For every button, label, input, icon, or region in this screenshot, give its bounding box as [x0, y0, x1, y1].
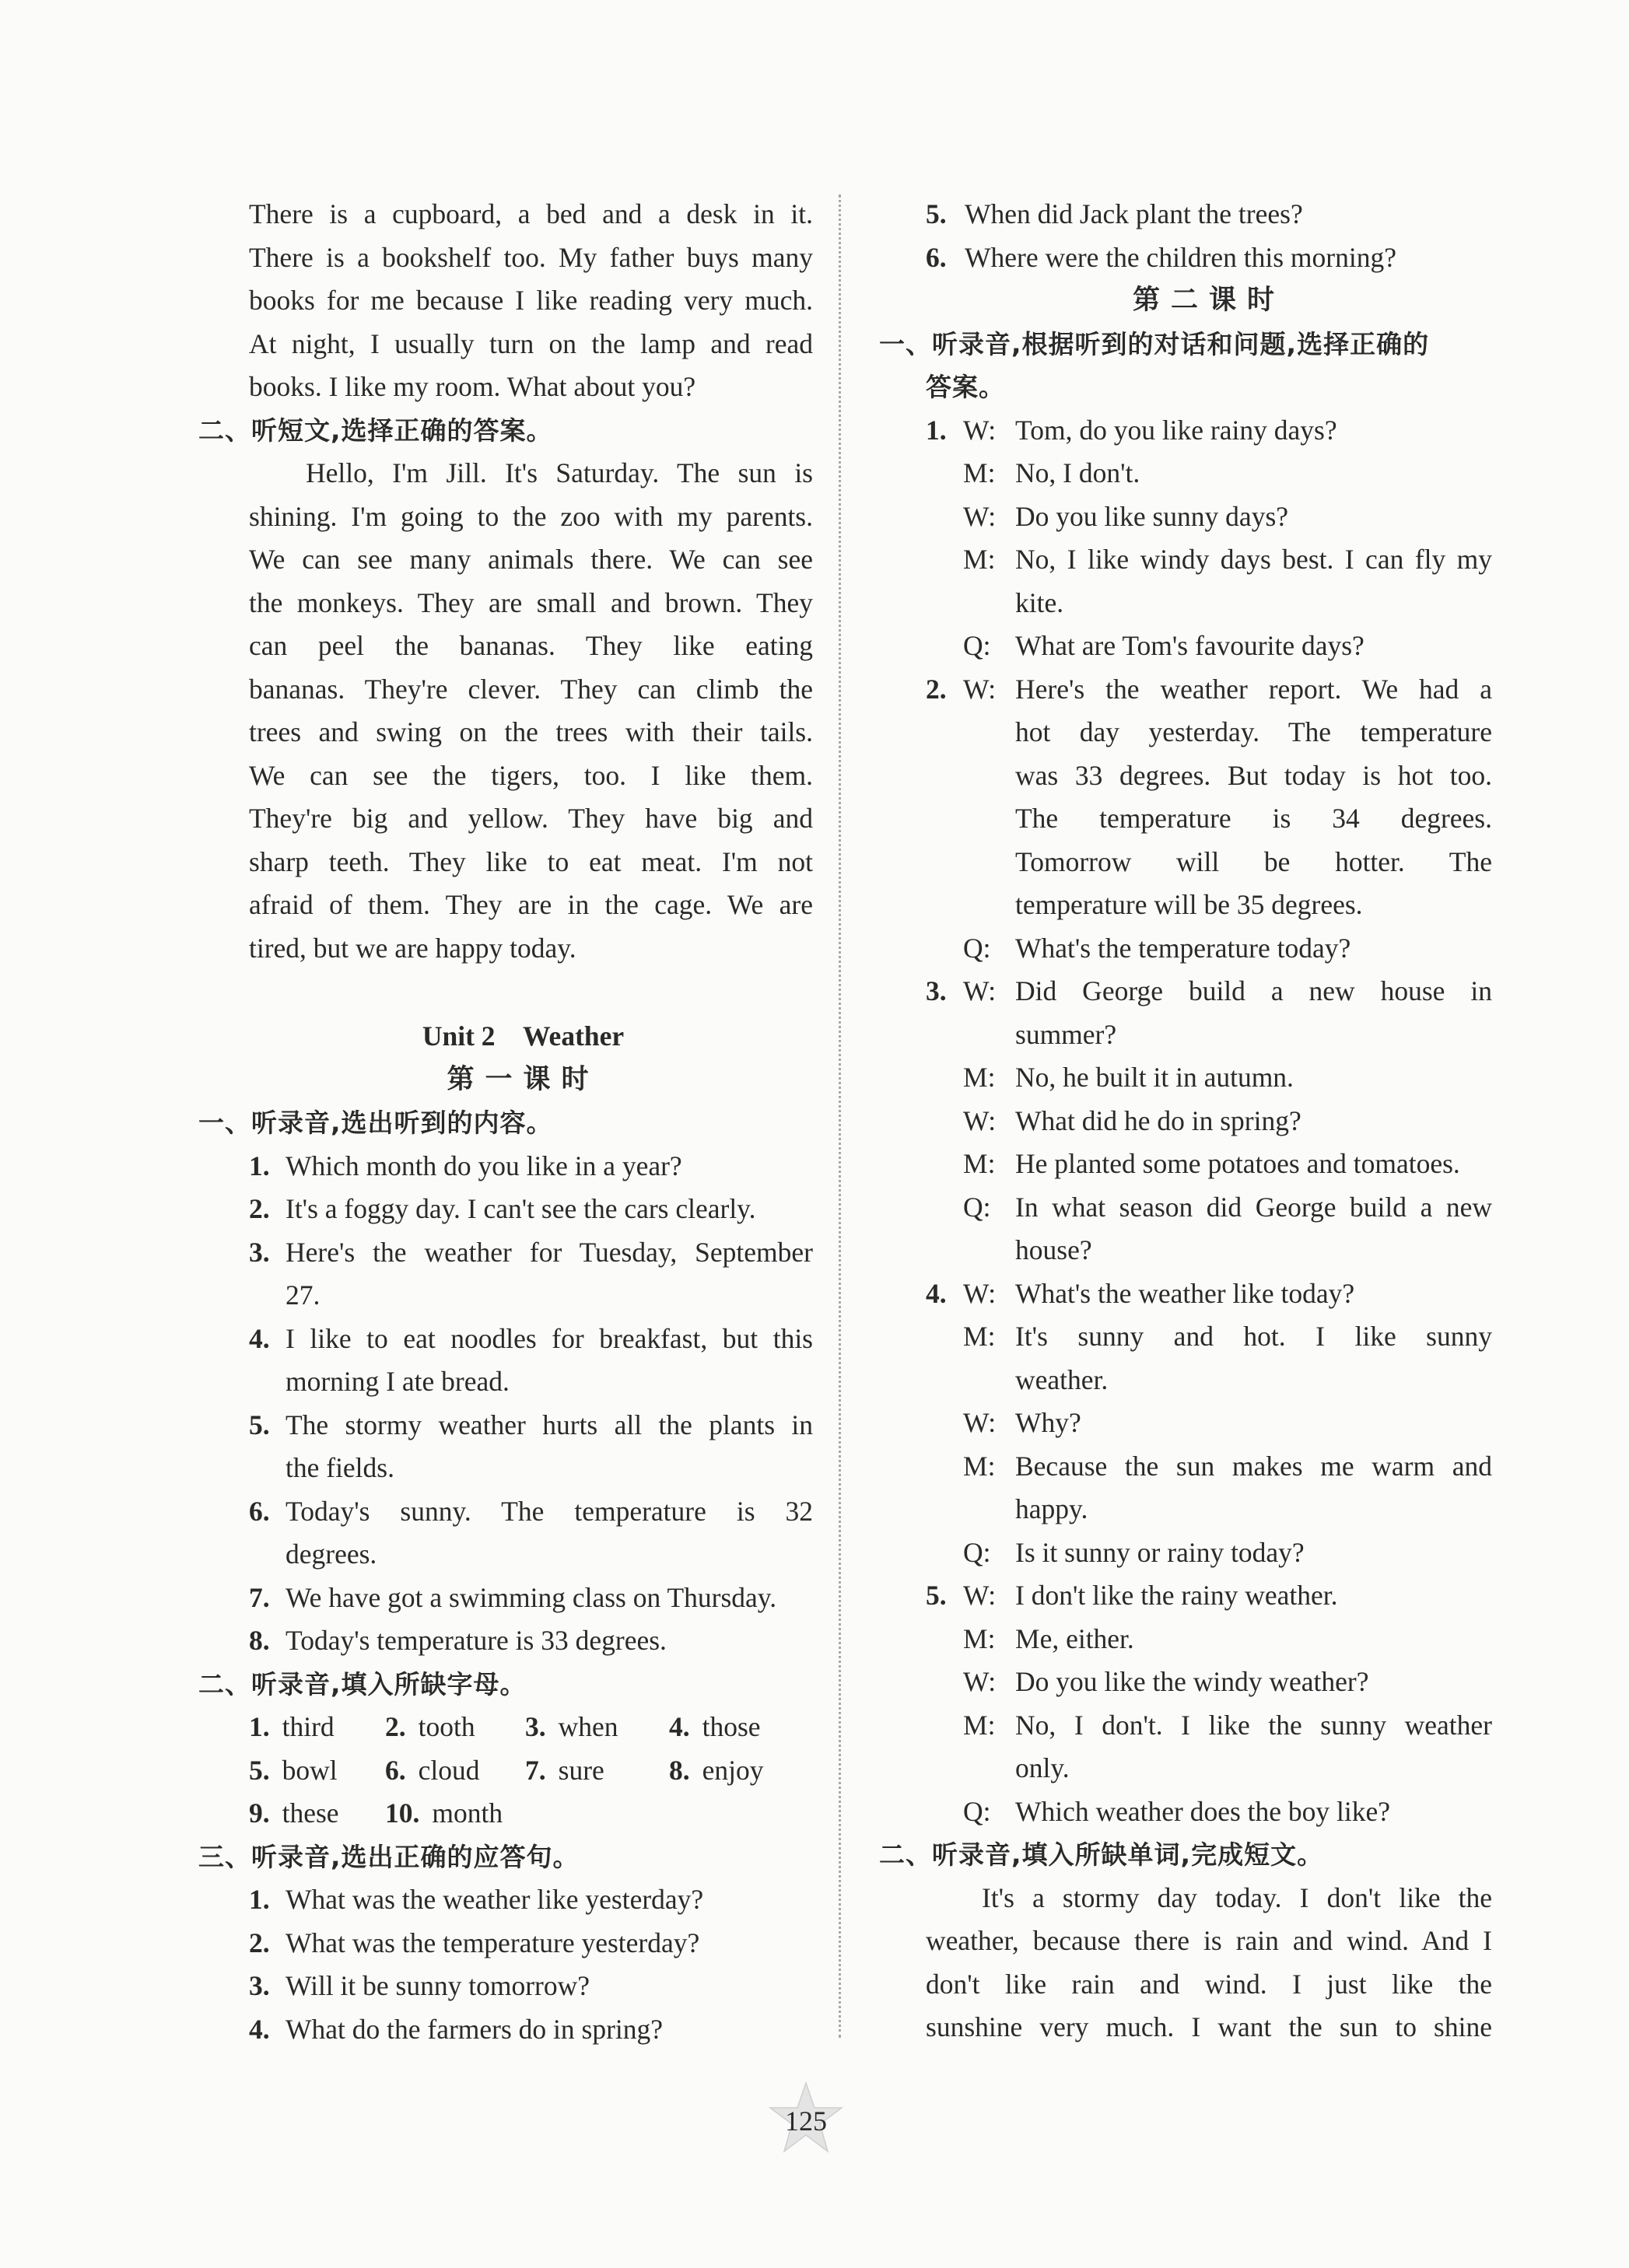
list-item [198, 1318, 813, 1360]
dialogue-line [926, 1186, 1492, 1229]
speaker-label: M: [963, 1062, 996, 1093]
list-item [198, 1922, 813, 1965]
speaker-label: M: [963, 1321, 996, 1352]
dialogue-line [926, 1100, 1492, 1143]
item-number: 1. [926, 414, 947, 446]
dialogue-line [926, 884, 1492, 926]
paragraph-line: can peel the bananas. They like eating [249, 630, 813, 661]
list-item [198, 1533, 813, 1576]
page-number-badge [767, 2080, 845, 2158]
paragraph-line: We can see many animals there. We can see [249, 544, 813, 575]
word-item [525, 1749, 604, 1792]
dialogue-text: Do you like sunny days? [1015, 500, 1289, 532]
dialogue-text: Do you like the windy weather? [1015, 1666, 1369, 1697]
dialogue-text: hot day yesterday. The temperature [1015, 716, 1492, 747]
unit-title: Unit 2 Weather [422, 1020, 625, 1052]
word-row [198, 1706, 761, 1748]
item-number: 5. [249, 1754, 270, 1786]
paragraph-line: trees and swing on the trees with their tails. [249, 716, 813, 747]
word-text: sure [558, 1754, 604, 1786]
word-item [385, 1792, 503, 1835]
paragraph-line: weather, because there is rain and wind. And I [926, 1925, 1492, 1956]
section-heading: 二、听录音,填入所缺字母。 [198, 1668, 527, 1699]
item-text: Where were the children this morning? [965, 241, 1396, 273]
speaker-label: W: [963, 673, 997, 705]
list-item [198, 1360, 813, 1403]
dialogue-line [926, 495, 1492, 538]
dialogue-text: He planted some potatoes and tomatoes. [1015, 1148, 1460, 1179]
dialogue-text: happy. [1015, 1493, 1088, 1524]
speaker-label: W: [963, 1104, 997, 1136]
item-number: 3. [525, 1711, 546, 1742]
section-heading: 一、听录音,选出听到的内容。 [198, 1108, 553, 1138]
dialogue-line [926, 1056, 1492, 1099]
item-number: 2. [385, 1711, 406, 1742]
item-text: When did Jack plant the trees? [965, 198, 1303, 229]
list-item [198, 2008, 813, 2051]
item-text: We have got a swimming class on Thursday. [286, 1581, 777, 1613]
dialogue-line [926, 1618, 1492, 1661]
speaker-label: M: [963, 1450, 996, 1482]
item-number: 5. [249, 1409, 270, 1440]
section-heading: 二、听录音,填入所缺单词,完成短文。 [879, 1839, 1324, 1870]
dialogue-text: Because the sun makes me warm and [1015, 1450, 1492, 1482]
word-text: tooth [418, 1711, 475, 1742]
list-item [926, 193, 1492, 236]
item-text: Which month do you like in a year? [286, 1150, 682, 1181]
dialogue-text: weather. [1015, 1363, 1109, 1395]
dialogue-line [926, 1272, 1492, 1315]
speaker-label: Q: [963, 630, 991, 661]
paragraph-line: It's a stormy day today. I don't like the [982, 1881, 1492, 1913]
item-text: It's a foggy day. I can't see the cars clearly. [286, 1193, 756, 1224]
word-text: third [282, 1711, 335, 1742]
word-text: those [702, 1711, 761, 1742]
item-number: 6. [926, 241, 947, 273]
speaker-label: W: [963, 1666, 997, 1697]
item-text: What was the temperature yesterday? [286, 1927, 700, 1958]
list-item [926, 236, 1492, 279]
dialogue-text: I don't like the rainy weather. [1015, 1580, 1338, 1611]
dialogue-line [926, 1013, 1492, 1056]
list-item [198, 1145, 813, 1188]
paragraph-line: don't like rain and wind. I just like the [926, 1968, 1492, 2000]
dialogue-line [926, 1661, 1492, 1703]
item-text: the fields. [286, 1452, 394, 1483]
dialogue-line [926, 1531, 1492, 1574]
dialogue-line [926, 1445, 1492, 1488]
item-number: 10. [385, 1797, 420, 1829]
item-number: 7. [249, 1581, 270, 1613]
dialogue-text: was 33 degrees. But today is hot too. [1015, 759, 1492, 791]
item-number: 5. [926, 1580, 947, 1611]
paragraph-line: books. I like my room. What about you? [249, 371, 696, 402]
paragraph-line: bananas. They're clever. They can climb the [249, 673, 813, 705]
dialogue-text: No, I like windy days best. I can fly my [1015, 544, 1492, 575]
speaker-label: Q: [963, 1795, 991, 1827]
speaker-label: Q: [963, 1536, 991, 1568]
word-text: when [558, 1711, 618, 1742]
dialogue-text: Here's the weather report. We had a [1015, 673, 1492, 705]
word-item [525, 1706, 618, 1748]
item-text: The stormy weather hurts all the plants in [286, 1409, 813, 1440]
word-text: bowl [282, 1754, 338, 1786]
item-number: 1. [249, 1884, 270, 1915]
dialogue-text: Me, either. [1015, 1622, 1134, 1654]
dialogue-line [926, 538, 1492, 581]
dialogue-text: It's sunny and hot. I like sunny [1015, 1321, 1492, 1352]
list-item [198, 1447, 813, 1489]
list-item [198, 1878, 813, 1921]
list-item [198, 1490, 813, 1533]
list-item [198, 1404, 813, 1447]
paragraph-line: sunshine very much. I want the sun to shine [926, 2011, 1492, 2042]
paragraph-line: There is a cupboard, a bed and a desk in it. [249, 198, 813, 229]
item-number: 4. [249, 2013, 270, 2045]
paragraph-line: shining. I'm going to the zoo with my parents. [249, 500, 813, 532]
speaker-label: W: [963, 500, 997, 532]
item-number: 2. [249, 1927, 270, 1958]
dialogue-line [926, 754, 1492, 797]
dialogue-text: summer? [1015, 1018, 1117, 1050]
dialogue-line [926, 452, 1492, 495]
dialogue-line [926, 797, 1492, 840]
item-number: 8. [249, 1625, 270, 1656]
word-item [249, 1792, 339, 1835]
dialogue-text: Which weather does the boy like? [1015, 1795, 1391, 1827]
speaker-label: M: [963, 1622, 996, 1654]
item-text: degrees. [286, 1538, 377, 1570]
list-item [198, 1274, 813, 1317]
dialogue-line [926, 1359, 1492, 1402]
word-text: cloud [418, 1754, 480, 1786]
dialogue-text: What did he do in spring? [1015, 1104, 1301, 1136]
dialogue-text: No, I don't. I like the sunny weather [1015, 1709, 1492, 1741]
dialogue-line [926, 625, 1492, 667]
item-number: 8. [669, 1754, 690, 1786]
item-text: Will it be sunny tomorrow? [286, 1970, 590, 2001]
dialogue-line [926, 1402, 1492, 1444]
speaker-label: M: [963, 457, 996, 488]
dialogue-text: temperature will be 35 degrees. [1015, 889, 1363, 920]
item-text: Here's the weather for Tuesday, September [286, 1236, 813, 1268]
dialogue-text: Tom, do you like rainy days? [1015, 414, 1337, 446]
dialogue-text: The temperature is 34 degrees. [1015, 803, 1492, 834]
speaker-label: M: [963, 1709, 996, 1741]
dialogue-line [926, 1704, 1492, 1747]
dialogue-text: What are Tom's favourite days? [1015, 630, 1365, 661]
speaker-label: M: [963, 544, 996, 575]
word-text: these [282, 1797, 339, 1829]
dialogue-line [926, 1143, 1492, 1185]
word-text: enjoy [702, 1754, 764, 1786]
item-number: 3. [249, 1970, 270, 2001]
page-number: 125 [785, 2105, 827, 2137]
dialogue-line [926, 1574, 1492, 1617]
list-item [198, 1188, 813, 1230]
paragraph-line: We can see the tigers, too. I like them. [249, 759, 813, 791]
dialogue-line [926, 1229, 1492, 1272]
dialogue-text: house? [1015, 1234, 1092, 1265]
word-text: month [432, 1797, 503, 1829]
dialogue-line [926, 711, 1492, 754]
paragraph-line: There is a bookshelf too. My father buys many [249, 241, 813, 273]
paragraph-line: At night, I usually turn on the lamp and read [249, 327, 813, 359]
dialogue-line [926, 970, 1492, 1013]
item-number: 1. [249, 1150, 270, 1181]
paragraph-line: the monkeys. They are small and brown. They [249, 586, 813, 618]
list-item [198, 1965, 813, 2007]
speaker-label: W: [963, 1277, 997, 1309]
item-number: 4. [926, 1277, 947, 1309]
dialogue-text: only. [1015, 1752, 1070, 1783]
column-divider [839, 194, 841, 2038]
list-item [198, 1231, 813, 1274]
word-row [198, 1749, 764, 1792]
item-text: What do the farmers do in spring? [286, 2013, 664, 2045]
speaker-label: W: [963, 975, 997, 1006]
item-number: 5. [926, 198, 947, 229]
item-number: 2. [249, 1193, 270, 1224]
section-heading: 二、听短文,选择正确的答案。 [198, 415, 553, 446]
dialogue-text: Did George build a new house in [1015, 975, 1492, 1006]
item-number: 1. [249, 1711, 270, 1742]
dialogue-line [926, 1488, 1492, 1531]
dialogue-text: Why? [1015, 1407, 1081, 1438]
item-number: 6. [385, 1754, 406, 1786]
list-item [198, 1619, 813, 1662]
item-text: Today's temperature is 33 degrees. [286, 1625, 667, 1656]
item-number: 7. [525, 1754, 546, 1786]
speaker-label: Q: [963, 1191, 991, 1223]
paragraph-line: They're big and yellow. They have big and [249, 803, 813, 834]
word-item [385, 1749, 480, 1792]
word-item [385, 1706, 475, 1748]
dialogue-line [926, 668, 1492, 711]
dialogue-text: What's the weather like today? [1015, 1277, 1355, 1309]
section-heading: 答案。 [926, 372, 1005, 402]
section-heading: 三、听录音,选出正确的应答句。 [198, 1841, 580, 1872]
item-text: morning I ate bread. [286, 1366, 510, 1397]
dialogue-text: kite. [1015, 586, 1064, 618]
item-text: Today's sunny. The temperature is 32 [286, 1495, 813, 1527]
dialogue-line [926, 1747, 1492, 1790]
item-number: 2. [926, 673, 947, 705]
dialogue-line [926, 841, 1492, 884]
word-item [669, 1706, 761, 1748]
dialogue-text: What's the temperature today? [1015, 932, 1351, 964]
item-text: I like to eat noodles for breakfast, but this [286, 1322, 813, 1354]
word-item [669, 1749, 764, 1792]
dialogue-text: In what season did George build a new [1015, 1191, 1492, 1223]
paragraph-line: sharp teeth. They like to eat meat. I'm not [249, 845, 813, 877]
speaker-label: W: [963, 1407, 997, 1438]
dialogue-line [926, 409, 1492, 452]
item-number: 3. [926, 975, 947, 1006]
paragraph-line: afraid of them. They are in the cage. We are [249, 889, 813, 920]
paragraph-line: books for me because I like reading very much. [249, 285, 813, 316]
speaker-label: M: [963, 1148, 996, 1179]
speaker-label: W: [963, 1580, 997, 1611]
speaker-label: Q: [963, 932, 991, 964]
item-number: 6. [249, 1495, 270, 1527]
lesson-title: 第二课时 [1132, 285, 1285, 316]
dialogue-line [926, 927, 1492, 970]
item-text: 27. [286, 1279, 321, 1311]
paragraph-line: Hello, I'm Jill. It's Saturday. The sun is [306, 457, 813, 488]
dialogue-line [926, 1790, 1492, 1833]
item-number: 4. [669, 1711, 690, 1742]
section-heading: 一、听录音,根据听到的对话和问题,选择正确的 [879, 328, 1430, 359]
dialogue-text: No, I don't. [1015, 457, 1140, 488]
item-number: 3. [249, 1236, 270, 1268]
word-row [198, 1792, 758, 1835]
speaker-label: W: [963, 414, 997, 446]
word-item [249, 1706, 335, 1748]
word-item [249, 1749, 338, 1792]
dialogue-text: Tomorrow will be hotter. The [1015, 845, 1492, 877]
dialogue-text: Is it sunny or rainy today? [1015, 1536, 1305, 1568]
list-item [198, 1577, 813, 1619]
dialogue-text: No, he built it in autumn. [1015, 1062, 1294, 1093]
lesson-title: 第一课时 [447, 1063, 600, 1095]
item-text: What was the weather like yesterday? [286, 1884, 704, 1915]
paragraph-line: tired, but we are happy today. [249, 932, 576, 964]
dialogue-line [926, 1315, 1492, 1358]
item-number: 4. [249, 1322, 270, 1354]
dialogue-line [926, 582, 1492, 625]
item-number: 9. [249, 1797, 270, 1829]
